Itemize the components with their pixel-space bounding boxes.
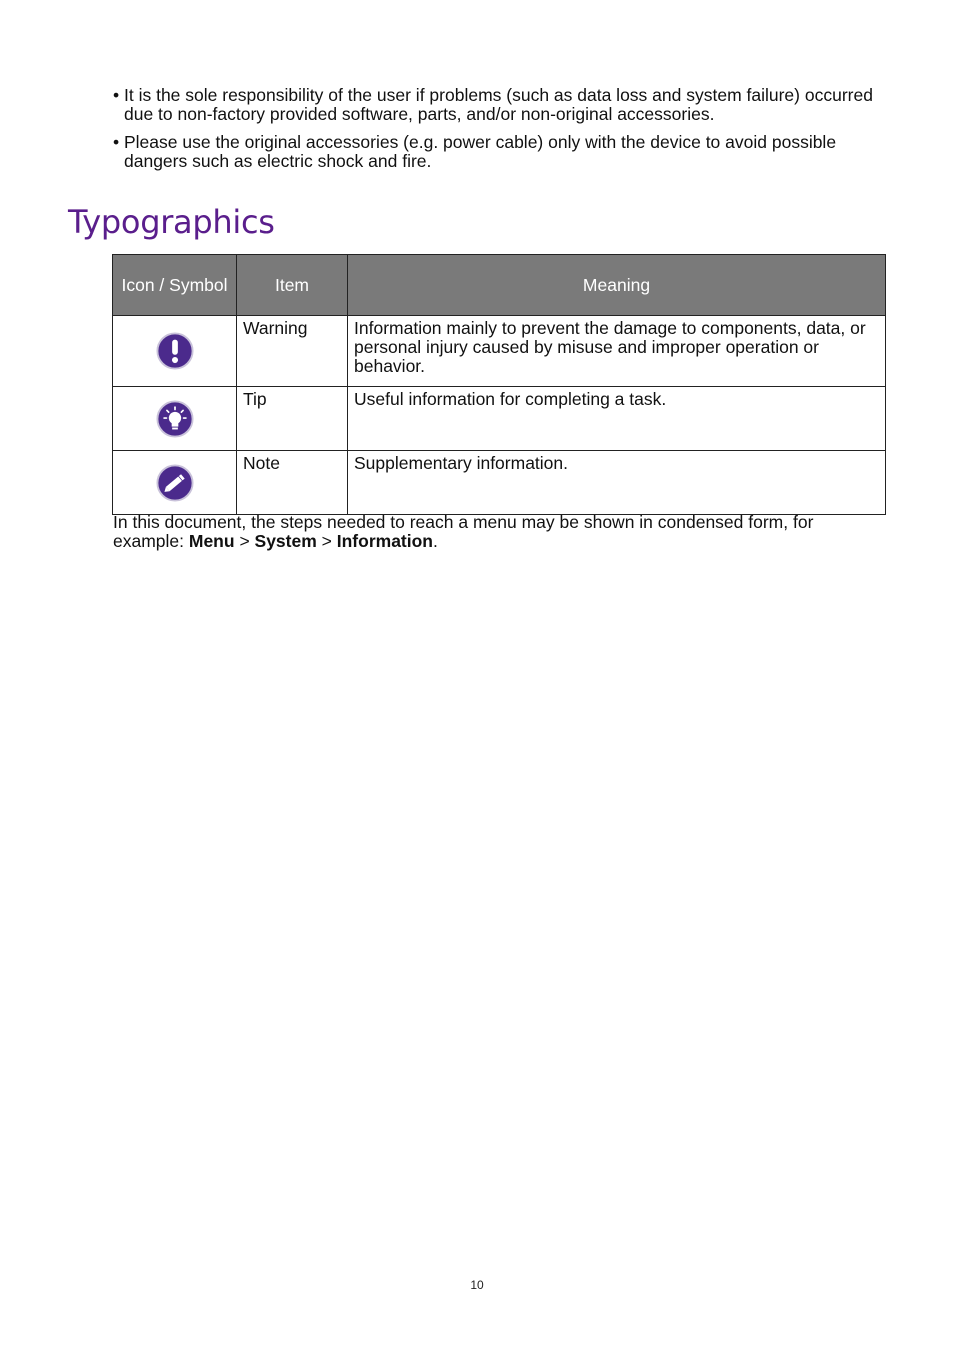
menu-path-end: . (433, 531, 438, 551)
menu-path-note (113, 513, 888, 551)
bullet-text: It is the sole responsibility of the user if problems (such as data loss and system failure) occurred due to non-factory provided software, parts, and/or non-original accessories. (124, 85, 873, 124)
item-cell: Warning (237, 316, 348, 387)
section-title: Typographics (68, 203, 275, 241)
menu-path-separator: > (316, 531, 337, 551)
warning-icon (156, 332, 194, 370)
page-number: 10 (470, 1278, 484, 1292)
table-row (113, 451, 886, 515)
meaning-cell: Information mainly to prevent the damage to components, data, or personal injury caused by misuse and improper operation or behavior. (348, 316, 886, 387)
item-cell: Tip (237, 387, 348, 451)
bullet-glyph: • (113, 85, 120, 105)
table-row (113, 387, 886, 451)
header-icon-symbol: Icon / Symbol (113, 255, 237, 316)
meaning-cell: Supplementary information. (348, 451, 886, 515)
note-pencil-icon (156, 464, 194, 502)
header-item: Item (237, 255, 348, 316)
table-row (113, 316, 886, 387)
bullet-text: Please use the original accessories (e.g. power cable) only with the device to avoid possible dangers such as electric shock and fire. (124, 132, 837, 171)
safety-bullet-list (113, 86, 888, 180)
bullet-item (113, 86, 888, 124)
menu-path-step: Information (336, 531, 433, 551)
header-meaning: Meaning (348, 255, 886, 316)
bullet-item (113, 133, 888, 171)
table-header-row (113, 255, 886, 316)
menu-path-separator: > (234, 531, 255, 551)
menu-path-step: Menu (188, 531, 235, 551)
item-cell: Note (237, 451, 348, 515)
icon-cell (113, 451, 237, 515)
tip-lightbulb-icon (156, 400, 194, 438)
typographics-table (112, 254, 886, 515)
bullet-glyph: • (113, 132, 120, 152)
icon-cell (113, 387, 237, 451)
menu-path-step: System (254, 531, 317, 551)
icon-cell (113, 316, 237, 387)
meaning-cell: Useful information for completing a task. (348, 387, 886, 451)
menu-path-intro: In this document, the steps needed to reach a menu may be shown in condensed form, for example: (113, 512, 814, 551)
